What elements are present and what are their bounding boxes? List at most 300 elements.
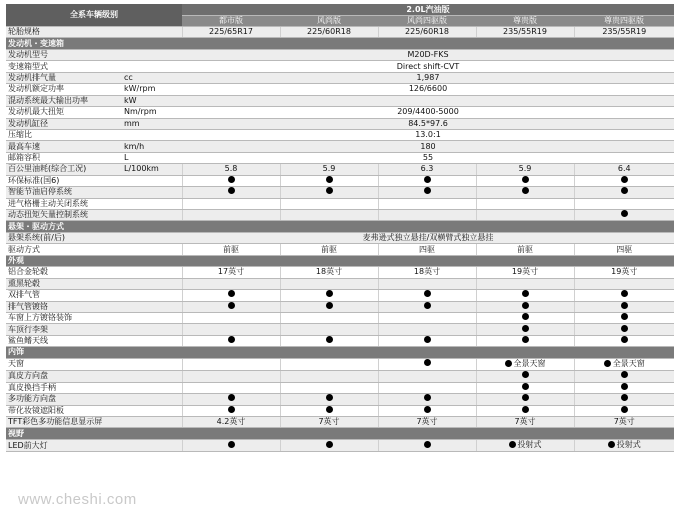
spec-value-cell (476, 335, 574, 346)
spec-label: 双排气管 (8, 290, 40, 300)
spec-label-cell (6, 198, 182, 209)
section-title: 外观 (6, 255, 674, 266)
spec-label: 发动机型号 (8, 50, 48, 60)
spec-value-cell (476, 210, 574, 221)
filled-circle-icon (522, 325, 529, 332)
standard-mark (326, 290, 333, 297)
spec-label: 变速箱型式 (8, 61, 48, 71)
spec-shared-value: 55 (182, 152, 674, 163)
filled-circle-icon (522, 406, 529, 413)
watermark: www.cheshi.com (18, 491, 137, 508)
spec-value-cell (280, 439, 378, 452)
standard-mark (228, 302, 235, 309)
filled-circle-icon (424, 406, 431, 413)
filled-circle-icon (608, 441, 615, 448)
spec-value-cell: 4.2英寸 (182, 416, 280, 427)
spec-label-cell (6, 335, 182, 346)
standard-mark (424, 176, 431, 183)
spec-table-body (6, 4, 674, 452)
spec-value-cell: 225/65R17 (182, 27, 280, 38)
standard-mark (604, 359, 645, 369)
standard-mark (621, 302, 628, 309)
standard-mark (424, 187, 431, 194)
section-header-row (6, 428, 674, 439)
spec-label-cell (6, 210, 182, 221)
spec-value-cell (574, 198, 674, 209)
spec-label-cell (6, 324, 182, 335)
spec-value-cell (280, 394, 378, 405)
spec-label-cell (6, 416, 182, 427)
spec-value-cell (280, 358, 378, 371)
filled-circle-icon (424, 394, 431, 401)
standard-mark (621, 290, 628, 297)
spec-label-cell (6, 301, 182, 312)
standard-mark (326, 336, 333, 343)
standard-mark (522, 290, 529, 297)
filled-circle-icon (621, 290, 628, 297)
spec-value-cell: 四驱 (378, 244, 476, 255)
spec-value-cell (476, 382, 574, 393)
filled-circle-icon (621, 394, 628, 401)
spec-value-cell: 225/60R18 (378, 27, 476, 38)
filled-circle-icon (522, 176, 529, 183)
standard-mark (326, 441, 333, 448)
spec-value-cell (574, 382, 674, 393)
spec-value-cell: 前驱 (280, 244, 378, 255)
spec-value-cell (378, 405, 476, 416)
spec-shared-value (182, 95, 674, 106)
spec-label-cell (6, 141, 182, 152)
spec-value-cell (378, 312, 476, 323)
filled-circle-icon (621, 302, 628, 309)
spec-row (6, 107, 674, 118)
filled-circle-icon (228, 441, 235, 448)
spec-label-cell (6, 107, 182, 118)
spec-label: TFT彩色多功能信息显示屏 (8, 417, 103, 427)
spec-value-cell (476, 290, 574, 301)
spec-value-cell: 5.9 (476, 164, 574, 175)
spec-value-cell (476, 394, 574, 405)
spec-unit: cc (124, 72, 133, 82)
spec-label: 真皮换挡手柄 (8, 382, 56, 392)
standard-mark (621, 371, 628, 378)
trim-header: 风尚版 (280, 16, 378, 27)
spec-shared-value: 126/6600 (182, 84, 674, 95)
spec-unit: kW (124, 95, 137, 105)
filled-circle-icon (424, 290, 431, 297)
spec-value-cell (378, 324, 476, 335)
spec-value-cell: 6.4 (574, 164, 674, 175)
spec-label-cell (6, 358, 182, 371)
standard-mark (326, 302, 333, 309)
spec-value-cell (378, 439, 476, 452)
spec-value-cell (378, 278, 476, 289)
spec-value-cell (182, 439, 280, 452)
spec-shared-value: 84.5*97.6 (182, 118, 674, 129)
filled-circle-icon (228, 187, 235, 194)
spec-value-cell: 19英寸 (476, 267, 574, 278)
spec-value-cell (280, 175, 378, 186)
spec-row (6, 198, 674, 209)
spec-row (6, 164, 674, 175)
spec-value-cell (476, 439, 574, 452)
spec-value-cell (476, 175, 574, 186)
standard-mark (522, 371, 529, 378)
spec-value-cell (574, 210, 674, 221)
filled-circle-icon (621, 210, 628, 217)
spec-unit: km/h (124, 141, 145, 151)
spec-label-cell (6, 278, 182, 289)
filled-circle-icon (326, 336, 333, 343)
spec-value-cell (574, 301, 674, 312)
spec-label-cell (6, 382, 182, 393)
engine-header-row (6, 4, 674, 16)
spec-table (6, 4, 674, 452)
engine-title: 2.0L汽油版 (182, 4, 674, 16)
spec-value-cell (280, 371, 378, 382)
spec-value-cell (476, 198, 574, 209)
section-title: 内饰 (6, 347, 674, 358)
filled-circle-icon (621, 313, 628, 320)
spec-value-cell (574, 175, 674, 186)
standard-mark (228, 394, 235, 401)
spec-label-cell (6, 232, 182, 243)
filled-circle-icon (621, 325, 628, 332)
spec-label: 排气管镀铬 (8, 301, 48, 311)
spec-label: 天窗 (8, 359, 24, 369)
spec-label: 悬架系统(前/后) (8, 233, 65, 243)
filled-circle-icon (424, 359, 431, 366)
spec-shared-value: 180 (182, 141, 674, 152)
spec-value-cell (574, 439, 674, 452)
spec-label: 百公里油耗(综合工况) (8, 164, 87, 174)
spec-value-cell: 5.8 (182, 164, 280, 175)
spec-row (6, 439, 674, 452)
spec-label-cell (6, 27, 182, 38)
spec-value-cell: 19英寸 (574, 267, 674, 278)
spec-label-cell (6, 152, 182, 163)
standard-mark (228, 441, 235, 448)
standard-mark (621, 176, 628, 183)
standard-mark (621, 406, 628, 413)
spec-value-cell: 7英寸 (280, 416, 378, 427)
spec-label-cell (6, 439, 182, 452)
spec-label-cell (6, 312, 182, 323)
spec-value-cell (476, 405, 574, 416)
spec-row (6, 290, 674, 301)
spec-value-cell (182, 324, 280, 335)
spec-label: 邮箱容积 (8, 153, 40, 163)
spec-row (6, 95, 674, 106)
standard-mark (522, 406, 529, 413)
trim-header: 风尚四驱版 (378, 16, 476, 27)
spec-value-cell: 235/55R19 (476, 27, 574, 38)
spec-value-cell (378, 358, 476, 371)
spec-value-cell (476, 278, 574, 289)
filled-circle-icon (522, 302, 529, 309)
spec-unit: mm (124, 118, 140, 128)
spec-value-cell (182, 175, 280, 186)
standard-mark (522, 187, 529, 194)
spec-value-cell (280, 290, 378, 301)
spec-label: 智能节油启停系统 (8, 187, 72, 197)
spec-value-cell: 前驱 (182, 244, 280, 255)
spec-value-cell (182, 371, 280, 382)
spec-label: 进气格栅主动关闭系统 (8, 198, 88, 208)
standard-mark (326, 187, 333, 194)
spec-label: 熏黑轮毂 (8, 278, 40, 288)
standard-mark (621, 394, 628, 401)
spec-row (6, 210, 674, 221)
standard-mark (228, 336, 235, 343)
spec-value-cell (280, 335, 378, 346)
spec-label: 真皮方向盘 (8, 371, 48, 381)
spec-value-cell (182, 301, 280, 312)
standard-mark (326, 394, 333, 401)
spec-label-cell (6, 187, 182, 198)
spec-row (6, 358, 674, 371)
spec-value-cell: 18英寸 (378, 267, 476, 278)
section-header-row (6, 221, 674, 232)
spec-shared-value: 209/4400-5000 (182, 107, 674, 118)
spec-row (6, 416, 674, 427)
standard-mark (522, 336, 529, 343)
spec-unit: Nm/rpm (124, 107, 157, 117)
spec-value-cell (182, 382, 280, 393)
spec-row (6, 61, 674, 72)
spec-value-cell (378, 187, 476, 198)
spec-value-cell (280, 382, 378, 393)
standard-mark (522, 176, 529, 183)
filled-circle-icon (621, 187, 628, 194)
filled-circle-icon (509, 441, 516, 448)
spec-value-cell: 7英寸 (476, 416, 574, 427)
standard-mark (505, 359, 546, 369)
spec-label-cell (6, 129, 182, 140)
filled-circle-icon (424, 441, 431, 448)
standard-mark (621, 187, 628, 194)
spec-row (6, 382, 674, 393)
spec-value-cell (378, 335, 476, 346)
spec-row (6, 72, 674, 83)
filled-circle-icon (326, 176, 333, 183)
standard-mark-text: 全景天窗 (612, 358, 645, 368)
spec-shared-value: 13.0:1 (182, 129, 674, 140)
spec-label-cell (6, 164, 182, 175)
spec-value-cell (378, 301, 476, 312)
filled-circle-icon (424, 336, 431, 343)
spec-value-cell (574, 405, 674, 416)
spec-value-cell: 17英寸 (182, 267, 280, 278)
spec-label: 车窗上方镀铬装饰 (8, 313, 72, 323)
spec-label-cell (6, 72, 182, 83)
spec-row (6, 187, 674, 198)
standard-mark (424, 441, 431, 448)
spec-value-cell (574, 312, 674, 323)
spec-value-cell (574, 358, 674, 371)
filled-circle-icon (522, 383, 529, 390)
filled-circle-icon (228, 336, 235, 343)
spec-row (6, 49, 674, 60)
standard-mark (621, 383, 628, 390)
spec-label: 发动机最大扭矩 (8, 107, 64, 117)
section-title: 悬架・驱动方式 (6, 221, 674, 232)
spec-label-cell (6, 61, 182, 72)
trim-header: 尊贵版 (476, 16, 574, 27)
filled-circle-icon (228, 176, 235, 183)
filled-circle-icon (228, 290, 235, 297)
trim-header: 都市版 (182, 16, 280, 27)
standard-mark (424, 394, 431, 401)
standard-mark (509, 440, 542, 450)
spec-value-cell (378, 290, 476, 301)
standard-mark (228, 176, 235, 183)
spec-value-cell (182, 358, 280, 371)
filled-circle-icon (621, 383, 628, 390)
spec-label: 多功能方向盘 (8, 394, 56, 404)
spec-value-cell: 四驱 (574, 244, 674, 255)
spec-value-cell (574, 278, 674, 289)
standard-mark (621, 313, 628, 320)
spec-value-cell (378, 394, 476, 405)
spec-label-cell (6, 405, 182, 416)
spec-value-cell (182, 290, 280, 301)
spec-value-cell (476, 301, 574, 312)
spec-row (6, 244, 674, 255)
spec-label-cell (6, 290, 182, 301)
spec-value-cell (476, 371, 574, 382)
spec-row (6, 301, 674, 312)
filled-circle-icon (326, 290, 333, 297)
table-title: 全系车辆级别 (6, 4, 182, 27)
filled-circle-icon (228, 302, 235, 309)
spec-row (6, 312, 674, 323)
filled-circle-icon (522, 371, 529, 378)
spec-label: 混动系统最大输出功率 (8, 95, 88, 105)
standard-mark (522, 325, 529, 332)
spec-value-cell (182, 312, 280, 323)
spec-value-cell (574, 335, 674, 346)
spec-value-cell (280, 405, 378, 416)
filled-circle-icon (326, 187, 333, 194)
spec-value-cell (182, 198, 280, 209)
filled-circle-icon (522, 336, 529, 343)
spec-label-cell (6, 118, 182, 129)
spec-label: 动态扭矩矢量控制系统 (8, 210, 88, 220)
filled-circle-icon (621, 336, 628, 343)
spec-unit: L (124, 153, 129, 163)
spec-value-cell: 225/60R18 (280, 27, 378, 38)
filled-circle-icon (621, 371, 628, 378)
standard-mark (608, 440, 641, 450)
standard-mark (326, 176, 333, 183)
section-title: 视野 (6, 428, 674, 439)
filled-circle-icon (424, 302, 431, 309)
section-header-row (6, 38, 674, 49)
section-header-row (6, 255, 674, 266)
spec-value-cell: 18英寸 (280, 267, 378, 278)
spec-value-cell (182, 210, 280, 221)
spec-value-cell (378, 198, 476, 209)
filled-circle-icon (326, 441, 333, 448)
filled-circle-icon (228, 406, 235, 413)
spec-row (6, 278, 674, 289)
spec-label: 轮胎规格 (8, 27, 40, 37)
spec-label-cell (6, 244, 182, 255)
spec-row (6, 84, 674, 95)
filled-circle-icon (522, 394, 529, 401)
standard-mark (621, 210, 628, 217)
spec-value-cell: 5.9 (280, 164, 378, 175)
spec-label-cell (6, 84, 182, 95)
spec-value-cell (280, 301, 378, 312)
spec-value-cell (280, 187, 378, 198)
spec-value-cell (280, 312, 378, 323)
spec-value-cell (574, 290, 674, 301)
standard-mark (424, 406, 431, 413)
spec-value-cell (574, 371, 674, 382)
spec-label-cell (6, 49, 182, 60)
standard-mark-text: 投射式 (616, 439, 641, 449)
spec-row (6, 394, 674, 405)
filled-circle-icon (424, 187, 431, 194)
standard-mark (621, 336, 628, 343)
spec-value-cell (182, 278, 280, 289)
spec-label-cell (6, 394, 182, 405)
standard-mark-text: 全景天窗 (513, 358, 546, 368)
spec-label: 发动机排气量 (8, 72, 56, 82)
spec-label: 车顶行李架 (8, 324, 48, 334)
filled-circle-icon (522, 313, 529, 320)
spec-row (6, 152, 674, 163)
filled-circle-icon (522, 187, 529, 194)
spec-row (6, 324, 674, 335)
spec-label: 压缩比 (8, 130, 32, 140)
spec-row (6, 141, 674, 152)
spec-value-cell (280, 210, 378, 221)
filled-circle-icon (326, 302, 333, 309)
standard-mark (228, 290, 235, 297)
standard-mark (228, 406, 235, 413)
standard-mark (522, 383, 529, 390)
spec-value-cell (182, 405, 280, 416)
spec-unit: kW/rpm (124, 84, 156, 94)
spec-value-cell (378, 371, 476, 382)
standard-mark (522, 313, 529, 320)
spec-row (6, 267, 674, 278)
standard-mark-text: 投射式 (517, 439, 542, 449)
spec-value-cell (280, 278, 378, 289)
spec-value-cell: 235/55R19 (574, 27, 674, 38)
spec-label: 发动机额定功率 (8, 84, 64, 94)
spec-value-cell (280, 198, 378, 209)
spec-value-cell: 7英寸 (574, 416, 674, 427)
spec-value-cell (476, 358, 574, 371)
spec-value-cell (378, 382, 476, 393)
section-header-row (6, 347, 674, 358)
spec-value-cell (574, 324, 674, 335)
spec-value-cell: 前驱 (476, 244, 574, 255)
spec-unit: L/100km (124, 164, 159, 174)
spec-label: 驱动方式 (8, 244, 40, 254)
spec-label: 环保标准(国6) (8, 175, 60, 185)
spec-row (6, 335, 674, 346)
spec-value-cell (280, 324, 378, 335)
spec-shared-value: 1,987 (182, 72, 674, 83)
spec-row (6, 405, 674, 416)
spec-label: 发动机缸径 (8, 118, 48, 128)
spec-label-cell (6, 95, 182, 106)
